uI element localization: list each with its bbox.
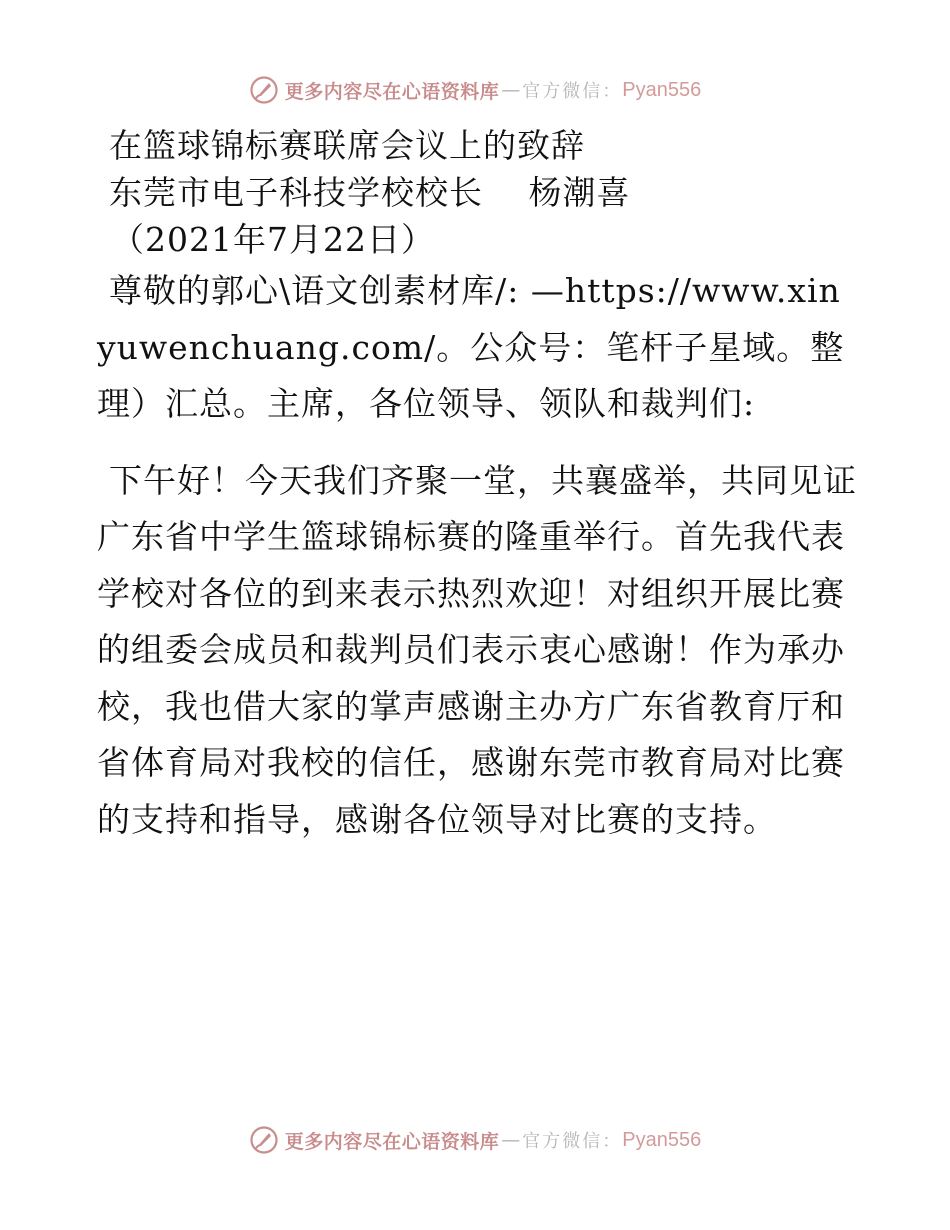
footer-banner [0, 1120, 950, 1160]
banner-wechat-id: Pyan556 [622, 1128, 702, 1151]
paragraph-salutation: 尊敬的郭心\语文创素材库/: —https://www.xinyuwenchuang.com/。公众号：笔杆子星域。整理）汇总。主席，各位领导、领队和裁判们: [97, 271, 845, 423]
banner-brand-text: 更多内容尽在心语资料库 [284, 80, 500, 103]
document-title: 在篮球锦标赛联席会议上的致辞 [109, 126, 585, 165]
feather-pen-logo-icon [249, 75, 279, 105]
document-body [97, 122, 857, 848]
banner-official-label: 官方微信： [522, 1131, 623, 1152]
banner-brand-text: 更多内容尽在心语资料库 [284, 1130, 500, 1153]
banner-separator: — [501, 1129, 521, 1151]
document-author-line: 东莞市电子科技学校校长 杨潮喜 [109, 173, 631, 212]
banner-official-label: 官方微信： [522, 81, 623, 102]
banner-separator: — [501, 79, 521, 101]
paragraph-greeting: 下午好！今天我们齐聚一堂，共襄盛举，共同见证广东省中学生篮球锦标赛的隆重举行。首先我代表学校对各位的到来表示热烈欢迎！对组织开展比赛的组委会成员和裁判员们表示衷心感谢！作为承办校，我也借大家的掌声感谢主办方广东省教育厅和省体育局对我校的信任，感谢东莞市教育局对比赛的支持和指导，感谢各位领导对比赛的支持。 [97, 460, 857, 839]
document-date-line: （2021年7月22日） [111, 220, 435, 259]
feather-pen-logo-icon [249, 1125, 279, 1155]
header-banner [0, 70, 950, 110]
banner-wechat-id: Pyan556 [622, 78, 702, 101]
